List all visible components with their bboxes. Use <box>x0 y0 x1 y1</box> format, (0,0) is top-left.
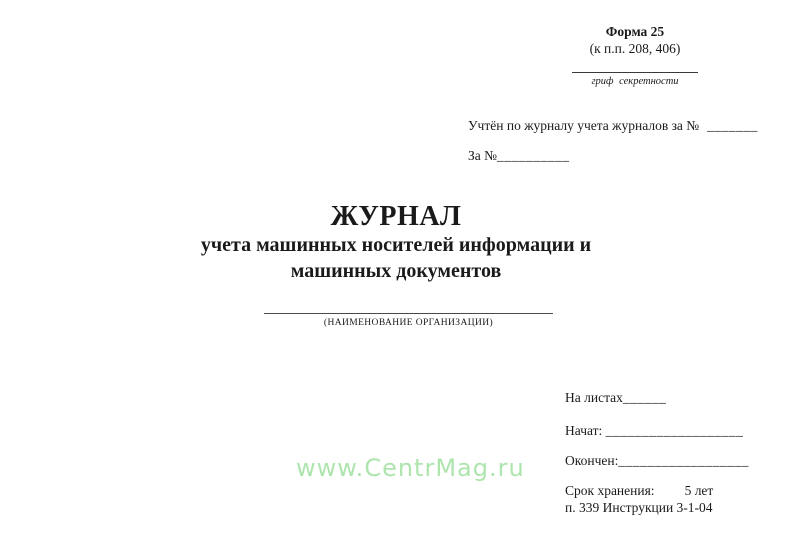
form-number: Форма 25 <box>605 24 665 39</box>
organization-block <box>264 288 553 329</box>
started-label: Начат: <box>565 423 603 438</box>
retention-line <box>565 482 749 499</box>
page-title: ЖУРНАЛ <box>330 201 462 232</box>
journal-registration-blank: _______ <box>707 117 758 133</box>
registration-block <box>468 103 758 178</box>
started-line <box>565 422 749 439</box>
registration-number-blank: __________ <box>497 148 570 163</box>
retention-value: 5 лет <box>684 483 714 498</box>
secrecy-caption: гриф секретности <box>591 76 679 87</box>
form-header <box>568 23 702 88</box>
finished-line <box>565 452 749 469</box>
sheets-line <box>565 389 749 406</box>
journal-registration-line <box>468 117 758 134</box>
page-subtitle-line1: учета машинных носителей информации и <box>200 234 592 256</box>
registration-number-line <box>468 147 758 164</box>
watermark: www.CentrMag.ru <box>296 454 525 482</box>
secrecy-blank-line <box>572 57 698 73</box>
sheets-label: На листах <box>565 390 623 405</box>
started-blank: ___________________ <box>605 423 744 438</box>
finished-label: Окончен: <box>565 453 619 468</box>
finished-blank: __________________ <box>618 453 749 468</box>
organization-caption: (НАИМЕНОВАНИЕ ОРГАНИЗАЦИИ) <box>323 318 494 328</box>
organization-blank-line <box>264 288 553 314</box>
title-block <box>0 201 792 284</box>
journal-registration-label: Учтён по журналу учета журналов за № <box>468 117 700 133</box>
retention-label: Срок хранения: <box>565 483 655 498</box>
sheets-blank: ______ <box>622 390 667 405</box>
form-reference: (к п.п. 208, 406) <box>589 41 681 56</box>
instruction-reference: п. 339 Инструкции 3-1-04 <box>565 500 713 515</box>
page-subtitle-line2: машинных документов <box>290 260 502 282</box>
registration-number-label: За № <box>468 148 498 163</box>
footer-fields <box>565 389 749 516</box>
